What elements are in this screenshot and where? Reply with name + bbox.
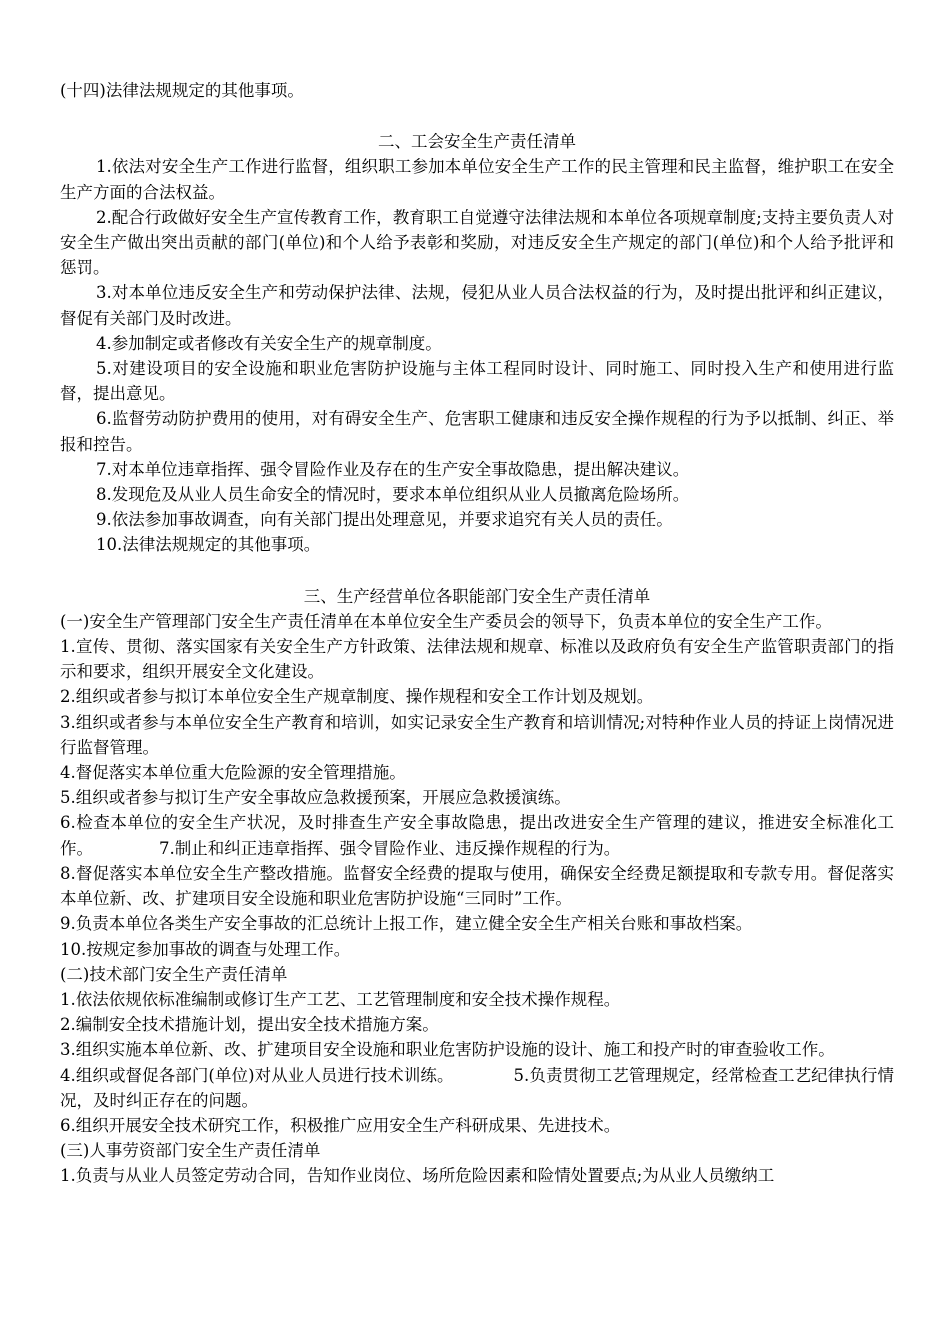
section-2-item: 10.法律法规规定的其他事项。	[96, 535, 321, 555]
subsection-1-item: 3.组织或者参与本单位安全生产教育和培训，如实记录安全生产教育和培训情况;对特种作业人员的持证上岗情况进行监督管理。	[60, 712, 894, 757]
subsection-3-item: 1.负责与从业人员签定劳动合同，告知作业岗位、场所危险因素和险情处置要点;为从业人员缴纳工	[60, 1166, 775, 1186]
spacer	[60, 103, 894, 129]
subsection-2-item: 2.编制安全技术措施计划，提出安全技术措施方案。	[60, 1015, 439, 1035]
subsection-2-item: 3.组织实施本单位新、改、扩建项目安全设施和职业危害防护设施的设计、施工和投产时的审查验收工作。	[60, 1040, 835, 1060]
section-2-item: 1.依法对安全生产工作进行监督，组织职工参加本单位安全生产工作的民主管理和民主监督，维护职工在安全生产方面的合法权益。	[60, 157, 894, 202]
section-2-item: 4.参加制定或者修改有关安全生产的规章制度。	[96, 333, 442, 353]
subsection-1-item: 1.宣传、贯彻、落实国家有关安全生产方针政策、法律法规和规章、标准以及政府负有安全生产监管职责部门的指示和要求，组织开展安全文化建设。	[60, 637, 894, 682]
section-2-item: 5.对建设项目的安全设施和职业危害防护设施与主体工程同时设计、同时施工、同时投入生产和使用进行监督，提出意见。	[60, 359, 894, 404]
section-2-item: 9.依法参加事故调查，向有关部门提出处理意见，并要求追究有关人员的责任。	[96, 510, 673, 530]
subsection-1-item: 4.督促落实本单位重大危险源的安全管理措施。	[60, 763, 406, 783]
subsection-1-item-combined	[60, 810, 894, 860]
section-2-title: 二、工会安全生产责任清单	[378, 132, 576, 152]
subsection-2-item-combined	[60, 1063, 894, 1113]
subsection-1-item: 6.检查本单位的安全生产状况，及时排查生产安全事故隐患，提出改进安全生产管理的建议，推进安全标准化工作。	[60, 813, 894, 858]
subsection-2-item: 1.依法依规依标准编制或修订生产工艺、工艺管理制度和安全技术操作规程。	[60, 989, 621, 1009]
section-3-title: 三、生产经营单位各职能部门安全生产责任清单	[303, 586, 651, 606]
subsection-3-title: (三)人事劳资部门安全生产责任清单	[60, 1141, 321, 1161]
item-14: (十四)法律法规规定的其他事项。	[60, 81, 304, 100]
subsection-1-item: 5.组织或者参与拟订生产安全事故应急救援预案，开展应急救援演练。	[60, 788, 571, 808]
section-2-item: 2.配合行政做好安全生产宣传教育工作，教育职工自觉遵守法律法规和本单位各项规章制度;支持主要负责人对安全生产做出突出贡献的部门(单位)和个人给予表彰和奖励，对违反安全生产规定的部门(单位)和个人给予批评和惩罚。	[60, 207, 894, 278]
subsection-1-item: 2.组织或者参与拟订本单位安全生产规章制度、操作规程和安全工作计划及规划。	[60, 687, 654, 707]
subsection-1-title: (一)安全生产管理部门安全生产责任清单在本单位安全生产委员会的领导下，负责本单位的安全生产工作。	[60, 611, 832, 631]
subsection-2-item: 6.组织开展安全技术研究工作，积极推广应用安全生产科研成果、先进技术。	[60, 1115, 621, 1135]
section-2-item: 8.发现危及从业人员生命安全的情况时，要求本单位组织从业人员撤离危险场所。	[96, 485, 690, 505]
subsection-2-item: 5.负责贯彻工艺管理规定，经常检查工艺纪律执行情况，及时纠正存在的问题。	[60, 1065, 894, 1110]
subsection-1-item: 8.督促落实本单位安全生产整改措施。监督安全经费的提取与使用，确保安全经费足额提取和专款专用。督促落实本单位新、改、扩建项目安全设施和职业危害防护设施“三同时”工作。	[60, 863, 894, 909]
subsection-2-item: 4.组织或督促各部门(单位)对从业人员进行技术训练。	[60, 1065, 454, 1085]
subsection-2-title: (二)技术部门安全生产责任清单	[60, 964, 288, 984]
subsection-1-item: 10.按规定参加事故的调查与处理工作。	[60, 939, 351, 959]
section-2-item: 7.对本单位违章指挥、强令冒险作业及存在的生产安全事故隐患，提出解决建议。	[96, 459, 690, 479]
subsection-1-item: 7.制止和纠正违章指挥、强令冒险作业、违反操作规程的行为。	[159, 838, 621, 858]
section-2-item: 3.对本单位违反安全生产和劳动保护法律、法规，侵犯从业人员合法权益的行为，及时提出批评和纠正建议，督促有关部门及时改进。	[60, 283, 894, 328]
spacer	[60, 558, 894, 584]
subsection-1-item: 9.负责本单位各类生产安全事故的汇总统计上报工作，建立健全安全生产相关台账和事故档案。	[60, 914, 753, 934]
section-2-item: 6.监督劳动防护费用的使用，对有碍安全生产、危害职工健康和违反安全操作规程的行为予以抵制、纠正、举报和控告。	[60, 409, 894, 454]
